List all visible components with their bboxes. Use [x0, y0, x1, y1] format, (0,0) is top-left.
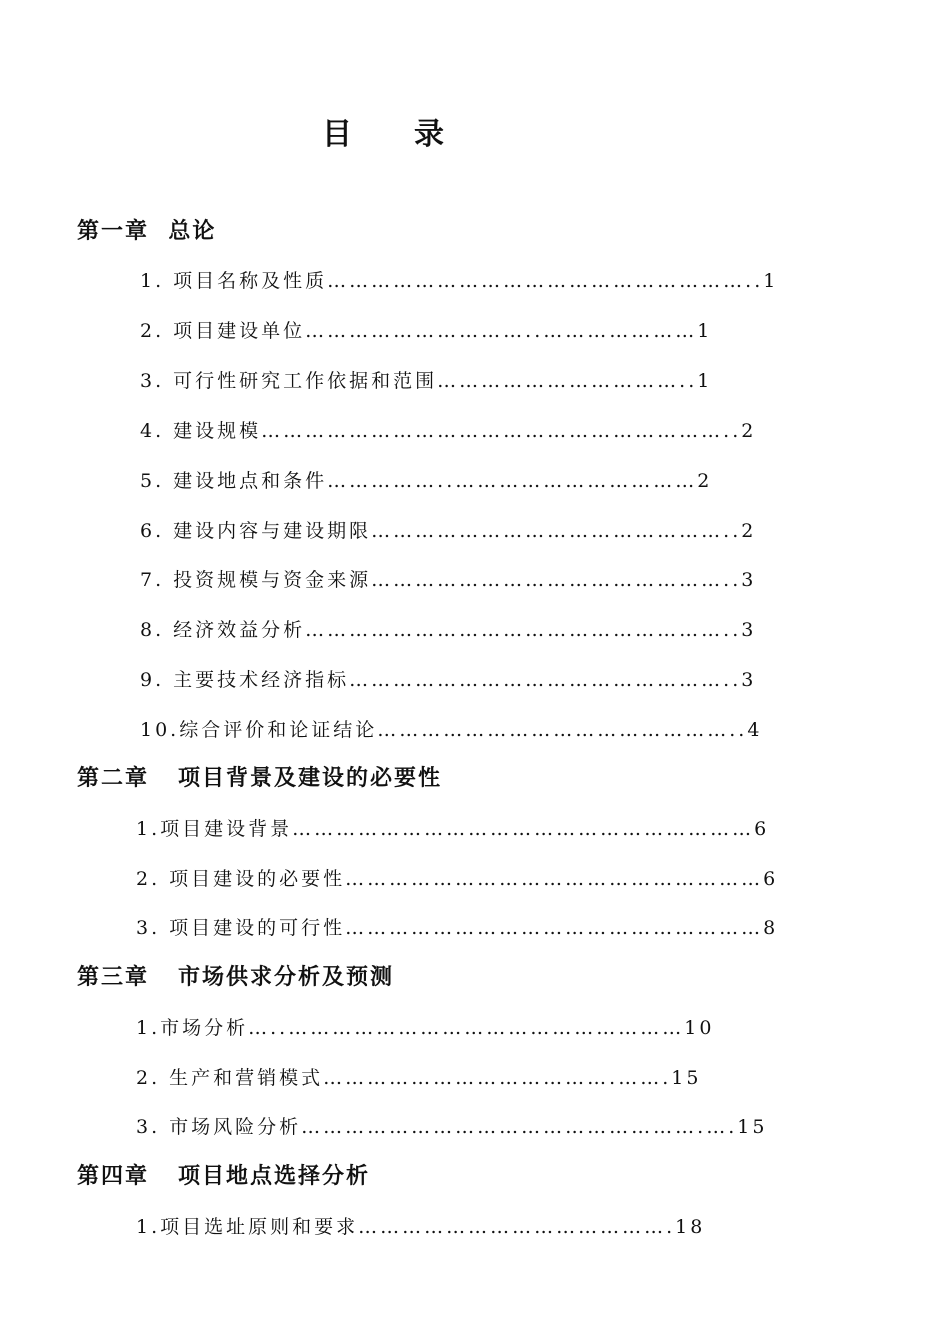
toc-entry-dots: ……………………………………………….…: [301, 1116, 729, 1138]
toc-entry-text: 8. 经济效益分析: [140, 619, 306, 641]
toc-entry[interactable]: [140, 615, 757, 645]
toc-entry-page: 3: [741, 619, 757, 641]
toc-entry-dots: …..………………………………………………: [248, 1017, 685, 1039]
toc-entry[interactable]: [136, 864, 779, 894]
toc-entry-text: 3. 可行性研究工作依据和范围: [140, 370, 438, 392]
toc-entry-page: 6: [763, 868, 779, 890]
toc-entry-text: 1.项目建设背景: [136, 818, 293, 840]
toc-entry-page: .15: [662, 1067, 702, 1089]
toc-entry-dots: ………………………………………………………..: [261, 420, 742, 442]
toc-entry[interactable]: [136, 913, 779, 943]
toc-entry-dots: ……………………………..: [437, 370, 698, 392]
toc-entry-text: 9. 主要技术经济指标: [140, 669, 350, 691]
toc-entry[interactable]: [140, 416, 757, 446]
toc-entry-text: 3. 市场风险分析: [136, 1116, 302, 1138]
toc-entry-page: 3: [741, 669, 757, 691]
toc-entry-page: 1: [697, 370, 713, 392]
toc-entry-dots: …………………………..…………………: [305, 320, 698, 342]
toc-entry[interactable]: [140, 316, 712, 346]
toc-entry-page: 2: [741, 520, 757, 542]
toc-entry-page: 1: [763, 270, 779, 292]
toc-entry-dots: …………………………………………………..: [327, 270, 764, 292]
toc-entry[interactable]: [140, 715, 763, 745]
toc-entry-text: 1.市场分析: [136, 1017, 249, 1039]
toc-entry-dots: ……………..……………………………: [327, 470, 698, 492]
toc-entry-dots: …………………………………………..: [371, 520, 742, 542]
toc-entry-text: 3. 项目建设的可行性: [136, 917, 346, 939]
toc-entry-text: 5. 建设地点和条件: [140, 470, 328, 492]
toc-entry-text: 1. 项目名称及性质: [140, 270, 328, 292]
toc-entry[interactable]: [136, 1063, 720, 1093]
toc-entry-page: 2: [697, 470, 713, 492]
chapter-1-heading[interactable]: 第一章 总论: [77, 219, 217, 244]
toc-entry-page: 2: [741, 420, 757, 442]
toc-entry[interactable]: [140, 565, 757, 595]
toc-title: 目录: [322, 117, 506, 152]
toc-entry-dots: ……………………………………………..: [349, 669, 742, 691]
toc-entry[interactable]: [140, 665, 757, 695]
toc-entry-page: 10: [684, 1017, 715, 1039]
toc-entry[interactable]: [136, 1212, 712, 1242]
chapter-3-heading[interactable]: 第三章 市场供求分析及预测: [77, 965, 394, 990]
toc-entry-text: 2. 项目建设的必要性: [136, 868, 346, 890]
toc-entry-page: .18: [666, 1216, 706, 1238]
toc-entry-dots: …………………………………………………: [345, 917, 764, 939]
toc-entry-dots: ……………………………………: [358, 1216, 667, 1238]
toc-entry-text: 1.项目选址原则和要求: [136, 1216, 359, 1238]
toc-entry-text: 4. 建设规模: [140, 420, 262, 442]
toc-entry[interactable]: [140, 466, 712, 496]
toc-entry-page: 4: [747, 719, 763, 741]
chapter-4-heading[interactable]: 第四章 项目地点选择分析: [77, 1164, 370, 1189]
toc-entry[interactable]: [136, 1013, 716, 1043]
toc-entry-text: 10.综合评价和论证结论: [140, 719, 378, 741]
toc-entry-dots: …………………………………………………..: [305, 619, 742, 641]
toc-entry-dots: ………………………………….……: [323, 1067, 663, 1089]
toc-entry-dots: …………………………………………………: [345, 868, 764, 890]
toc-entry[interactable]: [136, 1112, 768, 1142]
toc-entry-dots: ………………………………………………………: [292, 818, 755, 840]
toc-entry[interactable]: [140, 266, 779, 296]
toc-entry-page: 1: [697, 320, 713, 342]
toc-entry-text: 6. 建设内容与建设期限: [140, 520, 372, 542]
toc-entry-dots: …………………………………………..: [371, 569, 742, 591]
toc-entry[interactable]: [140, 516, 757, 546]
toc-entry-page: .15: [728, 1116, 768, 1138]
toc-entry-dots: …………………………………………..: [377, 719, 748, 741]
toc-entry-text: 7. 投资规模与资金来源: [140, 569, 372, 591]
toc-entry-page: 8: [763, 917, 779, 939]
toc-entry-text: 2. 生产和营销模式: [136, 1067, 324, 1089]
chapter-2-heading[interactable]: 第二章 项目背景及建设的必要性: [77, 766, 442, 791]
toc-entry[interactable]: [136, 814, 770, 844]
toc-entry[interactable]: [140, 366, 712, 396]
toc-entry-text: 2. 项目建设单位: [140, 320, 306, 342]
toc-entry-page: 6: [754, 818, 770, 840]
toc-entry-page: 3: [741, 569, 757, 591]
